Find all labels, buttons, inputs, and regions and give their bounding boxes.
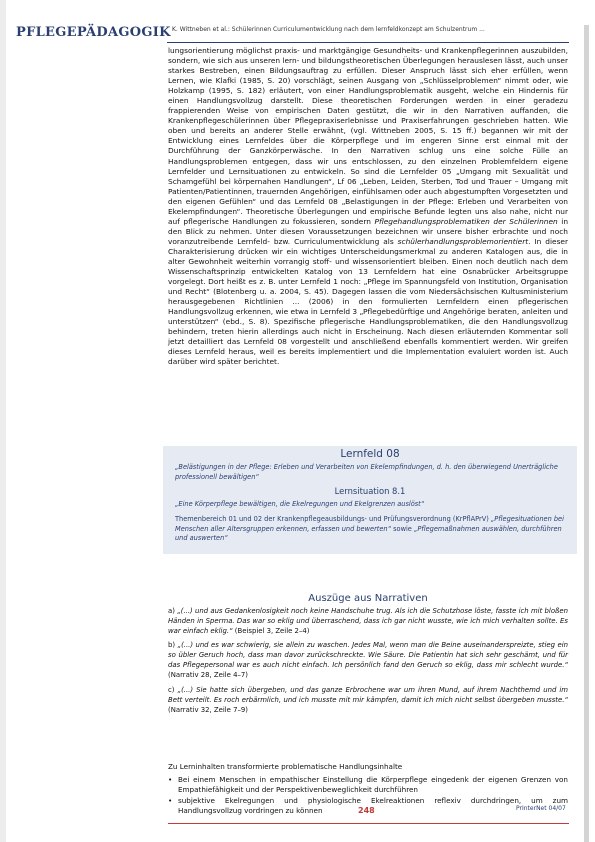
right-edge-stripe xyxy=(584,25,589,842)
lernfeld-box xyxy=(163,446,577,554)
bullet-icon: • xyxy=(168,775,173,784)
left-margin-bar xyxy=(0,0,6,842)
footer-rule xyxy=(168,823,569,824)
excerpt-item xyxy=(168,641,568,681)
body-emphasis-2: schülerhandlungsproblemorientiert xyxy=(397,236,529,246)
excerpt-source: (Beispiel 3, Zeile 2–4) xyxy=(232,626,310,635)
bullet-icon: • xyxy=(168,795,173,805)
list-item-text: Bei einem Menschen in empathischer Einstellung die Körperpflege eingedenk der eigenen Grenzen von Empathiefähigkeit und der Perspektivenbeweglichkeit durchführen xyxy=(178,775,568,794)
page-number: 248 xyxy=(358,806,375,815)
running-title: K. Wittneben et al.: Schülerinnen Curriculumentwicklung nach dem lernfeldkonzept am Schulzentrum ... xyxy=(172,26,485,33)
excerpt-item xyxy=(168,607,568,637)
body-text-3: . In dieser Charakterisierung drücken wir ein wichtiges Unterscheidungsmerkmal zu anderen Katalogen aus, die in alter Gewohnheit weiterhin vorrangig stoff- und wissensorientiert bleiben. Einen noch deutlich nach dem Wissenschaftsprinzip entwickelten Katalog von 13 Lernfeldern hat eine Osnabrücker Arbeitsgruppe vorgelegt. Dort heißt es z. B. unter Lernfeld 1 noch: „Pflege im Spannungsfeld von Institution, Organisation und Recht“ (Blotenberg u. a. 2004, S. 45). Dagegen lassen die vom Niedersächsischen Kultusministerium herausgegebenen Richtlinien ... (2006) in den formulierten Lernfeldern einen pflegerischen Handlungsvollzug erkennen, wie etwa in Lernfeld 3 „Pflegebedürftige und Angehörige beraten, anleiten und unterstützen“ (ebd., S. 8). Spezifische pflegerische Handlungsproblematiken, die den Handlungsvollzug behindern, treten hierin allerdings auch nicht in Erscheinung. Nach diesen erläuternden Kommentar soll jetzt detailliert das Lernfeld 08 vorgestellt und anschließend ebenfalls kommentiert werden. Wir greifen dieses Lernfeld heraus, weil es bereits implementiert und die Implementation evaluiert worden ist. Auch darüber wird später berichtet. xyxy=(168,236,569,367)
journal-brand: PFLEGEPÄDAGOGIK xyxy=(16,25,171,40)
excerpt-label: a) xyxy=(168,607,178,615)
excerpt-item xyxy=(168,686,568,716)
list-item-text: subjektive Ekelregungen und physiologische Ekelreaktionen reflexiv durchdringen, um zum Handlungsvollzug vordringen zu können xyxy=(178,795,568,815)
topic-prefix: Themenbereich 01 und 02 der Krankenpflegeausbildungs- und Prüfungsverordnung (KrPflAPrV) xyxy=(175,515,491,523)
lernfeld-quote: „Belästigungen in der Pflege: Erleben und Verarbeiten von Ekelempfindungen, d. h. den überwiegend Unerträgliche professionell bewältigen“ xyxy=(175,463,558,481)
body-text-1: lungsorientierung möglichst praxis- und marktgängige Gesundheits- und Krankenpflegerinnen auszubilden, sondern, wie sich aus unseren lern- und bildungstheoretischen Überlegungen herauslesen lässt, auch unser starkes Bestreben, einen Bildungsauftrag zu erfüllen. Dieser Anspruch lässt sich eher erfüllen, wenn Lernen, wie Klafki (1985, S. 20) vorschlägt, seinen Ausgang von „Schlüsselproblemen“ nimmt oder, wie Holzkamp (1995, S. 182) erläutert, von einer Handlungsproblematik ausgeht, welche ein Hindernis für einen Handlungsvollzug darstellt. Diese theoretischen Forderungen werden in einer geradezu frappierenden Weise von empirischen Daten gestützt, die wir in den Narrativen auffanden, die Krankenpflegeschülerinnen über Pflegepraxiserlebnisse und Praxiserfahrungen geschrieben hatten. Wie oben und bereits an anderer Stelle erwähnt, (vgl. Wittneben 2005, S. 15 ff.) begannen wir mit der Entwicklung eines Lernfeldes über die Körperpflege und im engeren Sinne erst einmal mit der Durchführung der Ganzkörperwäsche. In den Narrativen schlug uns eine solche Fülle an Handlungsproblemen entgegen, dass wir uns entschlossen, zu den einzelnen Problemfeldern eigene Lernfelder und Lernsituationen zu entwickeln. So sind die Lernfelder 05 „Umgang mit Sexualität und Schamgefühl bei körpernahen Handlungen“, Lf 06 „Leben, Leiden, Sterben, Tod und Trauer – Umgang mit Patienten/Patientinnen, trauernden Angehörigen, einfühlsamen oder auch abgestumpften Vorgesetzten und den eigenen Gefühlen“ und das Lernfeld 08 „Belastigungen in der Pflege: Erleben und Verarbeiten von Ekelempfindungen“. Theoretische Überlegungen und empirische Befunde legten uns also nahe, nicht nur auf pflegerische Handlungen zu fokussieren, sondern xyxy=(168,46,568,226)
excerpt-source: (Narrativ 32, Zeile 7–9) xyxy=(168,705,248,714)
footer-journal: PrInterNet 04/07 xyxy=(516,805,566,812)
body-emphasis-1: Pflegehandlungsproblematiken der Schülerinnen xyxy=(374,216,558,226)
body-text-2: in den Blick zu nehmen. Unter diesen Voraussetzungen bezeichnen wir unsere bisher erbrachte und noch voranzutreibende Lernfeld- bzw. Curriculumentwicklung als xyxy=(168,216,569,246)
topic-mid: sowie xyxy=(391,524,414,533)
transform-heading: Zu Lerninhalten transformierte problematische Handlungsinhalte xyxy=(168,762,403,771)
topic-emphasis-2: „Pflegemaßnahmen auswählen, durchführen und auswerten“ xyxy=(175,524,562,542)
body-paragraph xyxy=(168,46,568,368)
lernsituation-title: Lernsituation 8.1 xyxy=(334,486,406,496)
excerpts-heading: Auszüge aus Narrativen xyxy=(308,593,428,604)
excerpt-text: „(...) und aus Gedankenlosigkeit noch keine Handschuhe trug. Als ich die Schutzhose löste, fasste ich mit bloßen Händen in Sperma. Das war so eklig und überraschend, dass ich gar nicht wusste, wie ich mich verhalten sollte. Es war einfach eklig.“ xyxy=(168,607,568,635)
header-rule xyxy=(167,42,569,43)
excerpt-label: c) xyxy=(168,686,178,694)
list-item xyxy=(168,775,568,795)
excerpt-text: „(...) und es war schwierig, sie allein zu waschen. Jedes Mal, wenn man die Beine auseinanderspreizte, stieg ein so übler Geruch hoch, dass man davor zurückschreckte. Wie Säure. Die Patientin hat sich sehr geschämt, und für das Pflegepersonal war es auch nicht einfach. Ich persönlich fand den Geruch so eklig, dass mir schlecht wurde.“ xyxy=(168,641,568,669)
excerpt-label: b) xyxy=(168,641,178,649)
lernfeld-title: Lernfeld 08 xyxy=(340,448,400,460)
body-column xyxy=(168,46,568,368)
topic-emphasis-1: „Pflegesituationen bei Menschen aller Altersgruppen erkennen, erfassen und bewerten“ xyxy=(175,515,564,533)
lernfeld-topic xyxy=(175,515,567,544)
lernsituation-quote: „Eine Körperpflege bewältigen, die Ekelregungen und Ekelgrenzen auslöst“ xyxy=(175,500,425,508)
excerpt-source: (Narrativ 28, Zeile 4–7) xyxy=(168,670,248,679)
excerpt-text: „(...) Sie hatte sich übergeben, und das ganze Erbrochene war um ihren Mund, auf ihrem Nachthemd und im Bett verteilt. Es roch erbärmlich, und ich musste mit mir kämpfen, damit ich mich nicht selbst übergeben musste.“ xyxy=(168,686,568,704)
